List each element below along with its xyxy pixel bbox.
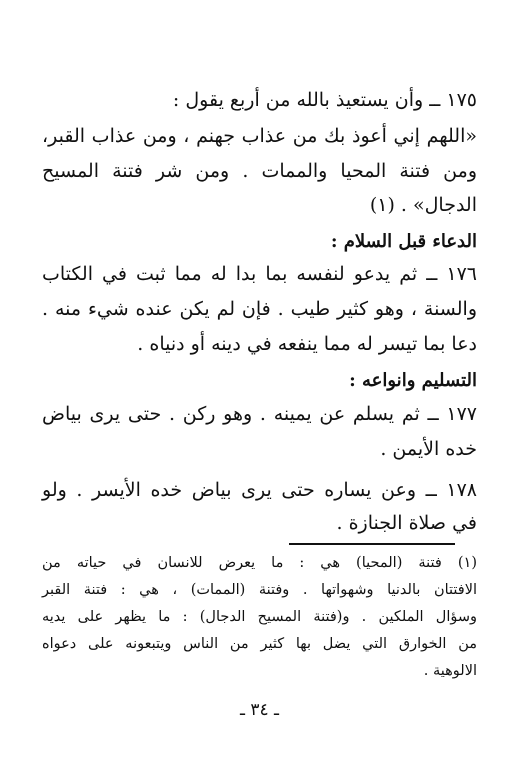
body-line-176-cont: والسنة ، وهو كثير طيب . فإن لم يكن عنده شيء منه .: [42, 298, 477, 320]
footnote-line: الالوهية .: [423, 663, 477, 679]
body-line-178: ١٧٨ ــ وعن يساره حتى يرى بياض خده الأيسر . ولو: [42, 479, 477, 501]
footnote-line: الافتتان بالدنيا وشهواتها . وفتنة (الممات) ، هي : فتنة القبر: [42, 582, 477, 598]
body-line-177: ١٧٧ ــ ثم يسلم عن يمينه . وهو ركن . حتى يرى بياض: [42, 403, 477, 425]
body-line-176-end: دعا بما تيسر له مما ينفعه في دينه أو دنياه .: [137, 333, 477, 355]
body-line-176: ١٧٦ ــ ثم يدعو لنفسه بما بدا له مما ثبت في الكتاب: [42, 263, 477, 285]
body-line-dua-mid: ومن فتنة المحيا والممات . ومن شر فتنة المسيح: [42, 160, 477, 182]
body-line-178-end: في صلاة الجنازة .: [336, 512, 477, 534]
footnote-divider: [289, 543, 455, 545]
page-number: ـ ٣٤ ـ: [239, 700, 280, 720]
section-heading-dua-before-salam: الدعاء قبل السلام :: [330, 231, 477, 252]
footnote-line: من الخوارق التي يضل بها كثير من الناس ويتبعونه على دعواه: [42, 636, 477, 652]
body-line-dua-end: الدجال» . (١): [369, 194, 477, 216]
footnote-line: (١) فتنة (المحيا) هي : ما يعرض للانسان في حياته من: [42, 555, 477, 571]
body-line-177-end: خده الأيمن .: [380, 438, 477, 460]
body-line-175: ١٧٥ ــ وأن يستعيذ بالله من أربع يقول :: [172, 89, 477, 111]
footnote-line: وسؤال الملكين . و(فتنة المسيح الدجال) : ما يظهر على يديه: [42, 609, 477, 625]
body-line-dua-start: «اللهم إني أعوذ بك من عذاب جهنم ، ومن عذاب القبر،: [42, 125, 477, 147]
section-heading-tasleem: التسليم وانواعه :: [349, 370, 477, 391]
